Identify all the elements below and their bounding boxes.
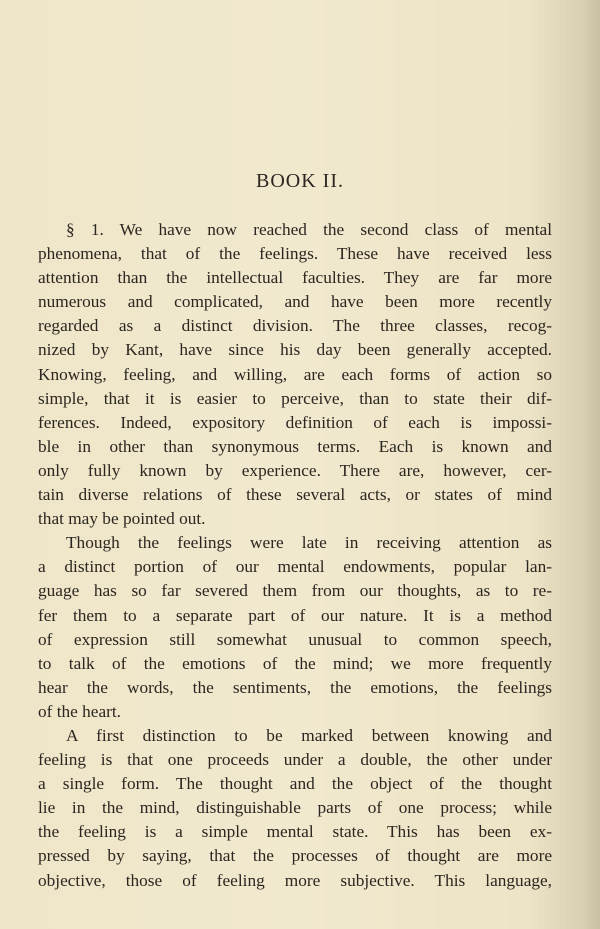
chapter-heading: BOOK II. (256, 170, 344, 192)
body-text (38, 218, 552, 893)
text-line: of expression still somewhat unusual to common speech, (38, 629, 552, 649)
text-line: of the heart. (38, 701, 122, 721)
text-line: guage has so far severed them from our thoughts, as to re- (38, 581, 552, 601)
text-line: regarded as a distinct division. The three classes, recog- (38, 316, 552, 336)
text-line: tain diverse relations of these several acts, or states of mind (38, 485, 552, 505)
text-line: A first distinction to be marked between knowing and (66, 725, 552, 745)
text-line: hear the words, the sentiments, the emotions, the feelings (38, 677, 552, 697)
text-line: fer them to a separate part of our nature. It is a method (38, 605, 552, 625)
text-line: to talk of the emotions of the mind; we more frequently (38, 653, 552, 673)
text-line: lie in the mind, distinguishable parts of one process; while (38, 798, 552, 818)
text-line: feeling is that one proceeds under a double, the other under (38, 750, 552, 770)
text-line: only fully known by experience. There are, however, cer- (38, 460, 552, 480)
text-line: simple, that it is easier to perceive, than to state their dif- (38, 388, 552, 408)
text-line: the feeling is a simple mental state. This has been ex- (38, 822, 552, 842)
text-line: objective, those of feeling more subjective. This language, (38, 870, 552, 890)
text-line: ferences. Indeed, expository definition of each is impossi- (38, 412, 552, 432)
text-line: nized by Kant, have since his day been generally accepted. (38, 340, 552, 360)
text-line: Though the feelings were late in receiving attention as (66, 533, 552, 553)
text-line: Knowing, feeling, and willing, are each forms of action so (38, 364, 552, 384)
text-line: that may be pointed out. (38, 509, 206, 529)
text-line: numerous and complicated, and have been more recently (38, 292, 552, 312)
text-line: attention than the intellectual faculties. They are far more (38, 268, 552, 288)
text-line: a distinct portion of our mental endowments, popular lan- (38, 557, 552, 577)
text-line: a single form. The thought and the object of the thought (38, 774, 552, 794)
text-line: pressed by saying, that the processes of thought are more (38, 846, 552, 866)
text-line: phenomena, that of the feelings. These have received less (38, 244, 552, 264)
text-line: ble in other than synonymous terms. Each is known and (38, 436, 552, 456)
text-line: § 1. We have now reached the second class of mental (66, 220, 552, 239)
